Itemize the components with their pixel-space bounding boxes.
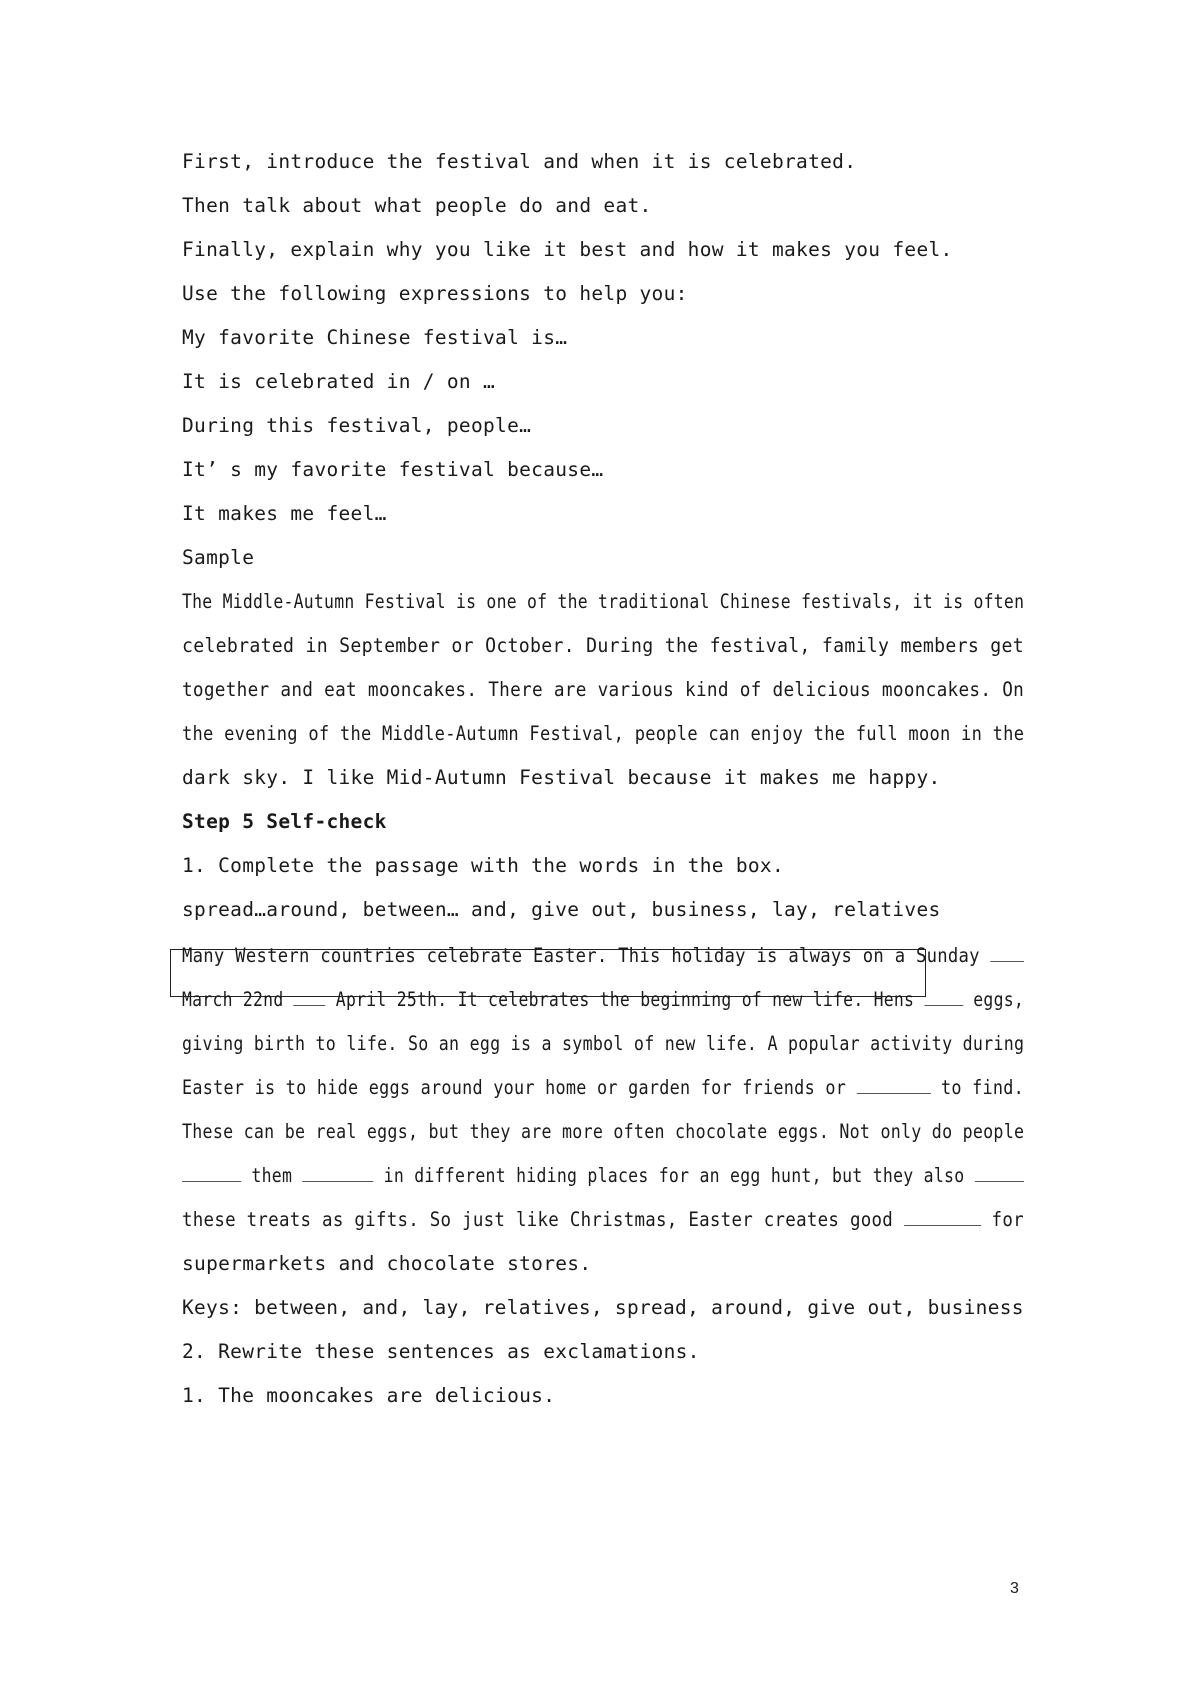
expression-line: It is celebrated in / on … <box>182 370 496 393</box>
sample-line: the evening of the Middle-Autumn Festival, people can enjoy the full moon in the <box>182 722 1025 745</box>
instruction-line: Then talk about what people do and eat. <box>182 194 652 217</box>
task-instruction: 1. Complete the passage with the words in the box. <box>182 854 784 877</box>
section-heading: Step 5 Self-check <box>182 810 387 833</box>
passage-text: Easter is to hide eggs around your home or garden for friends or <box>182 1076 847 1099</box>
passage-text: March 22nd <box>182 988 284 1011</box>
passage-text: April 25th. It celebrates the beginning of new life. Hens <box>335 988 915 1011</box>
passage-text: them <box>251 1164 293 1187</box>
expression-line: It makes me feel… <box>182 502 387 525</box>
passage-line <box>182 1075 1024 1101</box>
answer-blank[interactable] <box>294 987 326 1006</box>
expression-line: It’ s my favorite festival because… <box>182 458 604 481</box>
expression-line: During this festival, people… <box>182 414 532 437</box>
passage-text: eggs, <box>973 988 1025 1011</box>
answer-blank[interactable] <box>924 987 963 1006</box>
passage-text: to find. <box>940 1076 1024 1099</box>
answer-blank[interactable] <box>856 1075 930 1094</box>
passage-line <box>182 943 980 969</box>
passage-line <box>182 1207 1024 1233</box>
instruction-line: First, introduce the festival and when it is celebrated. <box>182 150 857 173</box>
passage-line: giving birth to life. So an egg is a symbol of new life. A popular activity during <box>182 1032 1025 1055</box>
passage-text: in different hiding places for an egg hunt, but they also <box>383 1164 965 1187</box>
expression-line: My favorite Chinese festival is… <box>182 326 568 349</box>
passage-line: These can be real eggs, but they are more often chocolate eggs. Not only do people <box>182 1120 1025 1143</box>
page-number: 3 <box>1010 1580 1019 1597</box>
answer-keys: Keys: between, and, lay, relatives, spread, around, give out, business <box>182 1296 1024 1319</box>
sample-line: celebrated in September or October. During the festival, family members get <box>182 634 1024 657</box>
answer-blank[interactable] <box>904 1207 981 1226</box>
passage-line: supermarkets and chocolate stores. <box>182 1252 592 1275</box>
passage-line <box>182 987 1025 1013</box>
sample-label: Sample <box>182 546 255 569</box>
passage-text: Many Western countries celebrate Easter. This holiday is always on a Sunday <box>182 944 980 967</box>
sample-line <box>182 589 1025 615</box>
task-instruction: 2. Rewrite these sentences as exclamations. <box>182 1340 700 1363</box>
instruction-line: Finally, explain why you like it best and how it makes you feel. <box>182 238 953 261</box>
answer-blank[interactable] <box>302 1163 373 1182</box>
answer-blank[interactable] <box>990 943 1024 962</box>
passage-text: for <box>991 1208 1024 1231</box>
word-box-text: spread…around, between… and, give out, business, lay, relatives <box>182 898 941 921</box>
exercise-item: 1. The mooncakes are delicious. <box>182 1384 556 1407</box>
sample-line: together and eat mooncakes. There are various kind of delicious mooncakes. On <box>182 678 1025 701</box>
sample-text: The Middle-Autumn Festival is one of the traditional Chinese festivals, it is often <box>182 590 1025 613</box>
answer-blank[interactable] <box>975 1163 1024 1182</box>
sample-line: dark sky. I like Mid-Autumn Festival because it makes me happy. <box>182 766 941 789</box>
passage-line <box>182 1163 965 1189</box>
answer-blank[interactable] <box>182 1163 241 1182</box>
passage-text: these treats as gifts. So just like Christmas, Easter creates good <box>182 1208 894 1231</box>
instruction-line: Use the following expressions to help you: <box>182 282 688 305</box>
